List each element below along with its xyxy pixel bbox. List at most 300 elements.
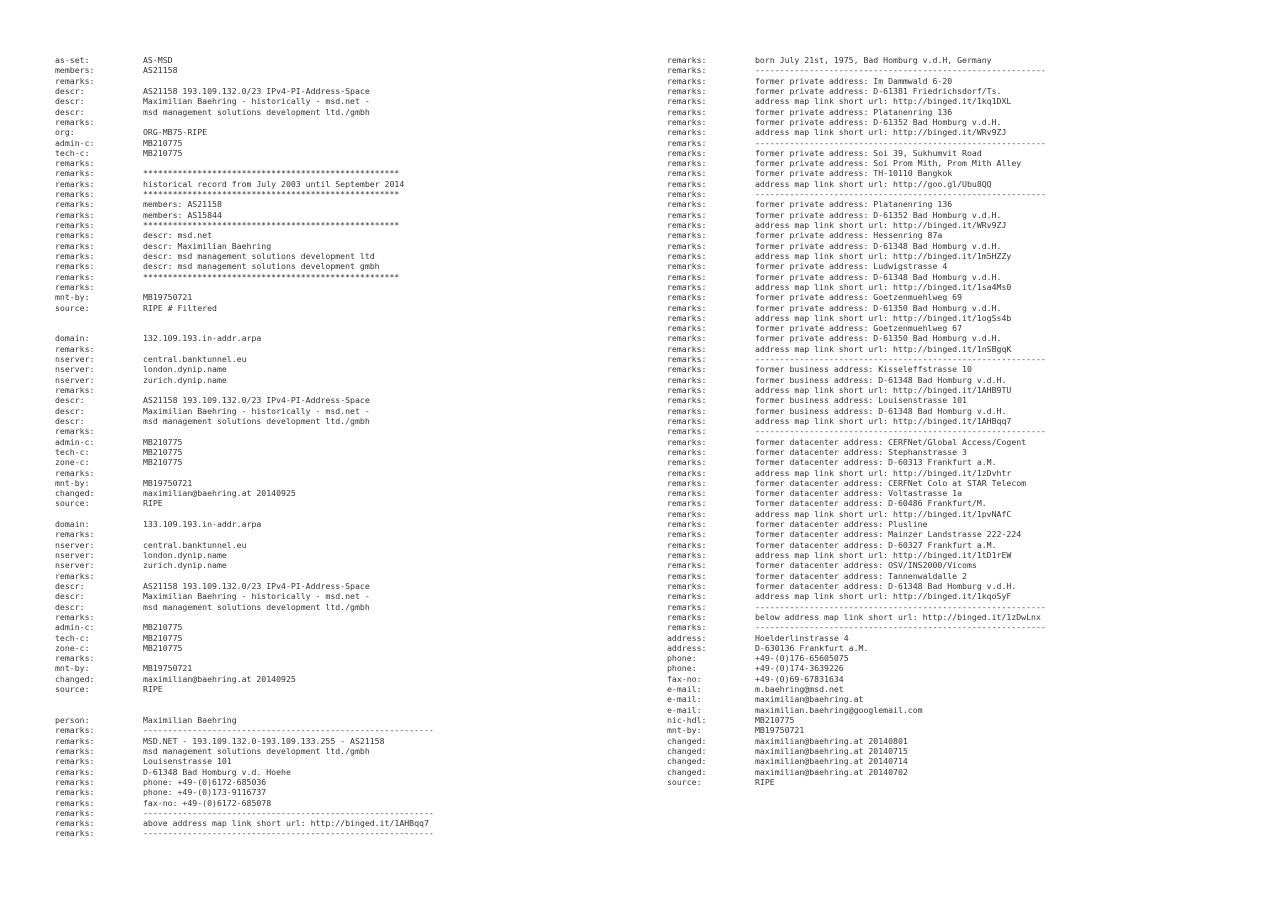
field-key: remarks: [667, 508, 707, 519]
field-key: remarks: [667, 96, 707, 107]
field-key: remarks: [55, 776, 95, 787]
field-key: mnt-by: [55, 292, 90, 303]
field-value: msd management solutions development ltd./gmbh [143, 415, 370, 426]
field-key: remarks: [55, 725, 95, 736]
field-key: remarks: [667, 292, 707, 303]
record-line [55, 612, 615, 622]
record-line [667, 179, 1267, 189]
field-value: MB210775 [143, 622, 183, 633]
field-value: address map link short url: http://binged.it/1kq1DXL [755, 96, 1012, 107]
field-key: zone-c: [55, 642, 90, 653]
left-column [55, 55, 615, 839]
record-line [55, 375, 615, 385]
field-value: members: AS15844 [143, 209, 222, 220]
field-value: former datacenter address: Mainzer Landstrasse 222-224 [755, 529, 1022, 540]
record-line [667, 529, 1267, 539]
field-value: MB210775 [143, 457, 183, 468]
field-key: e-mail: [667, 694, 702, 705]
field-key: mnt-by: [55, 663, 90, 674]
record-line [55, 468, 615, 478]
record-line [667, 756, 1267, 766]
field-value: 132.109.193.in-addr.arpa [143, 333, 262, 344]
field-value: descr: msd management solutions development gmbh [143, 261, 380, 272]
record-line [667, 189, 1267, 199]
field-key: domain: [55, 333, 90, 344]
record-line [667, 96, 1267, 106]
field-value: msd management solutions development ltd./gmbh [143, 745, 370, 756]
field-key: phone: [667, 663, 697, 674]
field-value: 133.109.193.in-addr.arpa [143, 519, 262, 530]
field-key: changed: [667, 766, 707, 777]
field-value: **************************************************** [143, 168, 400, 179]
record-line [667, 323, 1267, 333]
field-key: nserver: [55, 354, 95, 365]
field-key: remarks: [667, 405, 707, 416]
record-line [667, 86, 1267, 96]
field-value: MB210775 [143, 642, 183, 653]
field-value: former private address: D-61350 Bad Homburg v.d.H. [755, 302, 1002, 313]
field-value: MB210775 [755, 715, 795, 725]
right-column [667, 55, 1267, 787]
field-value: descr: Maximilian Baehring [143, 240, 272, 251]
field-value: AS21158 [143, 65, 178, 76]
field-key: tech-c: [55, 147, 90, 158]
record-line [667, 653, 1267, 663]
field-value: former private address: TH-10110 Bangkok [755, 168, 953, 179]
record-line [55, 189, 615, 199]
field-key: e-mail: [667, 684, 702, 695]
record-line [667, 107, 1267, 117]
field-key: address: [667, 632, 707, 643]
record-line [55, 540, 615, 550]
field-key: remarks: [55, 807, 95, 818]
record-line [667, 138, 1267, 148]
field-key: remarks: [55, 426, 95, 437]
record-line [55, 550, 615, 560]
record-line [55, 323, 615, 333]
field-key: address: [667, 642, 707, 653]
field-key: descr: [55, 580, 85, 591]
record-line [667, 674, 1267, 684]
record-line [55, 272, 615, 282]
record-line [667, 220, 1267, 230]
field-value: address map link short url: http://binged.it/1sa4Ms0 [755, 281, 1012, 292]
field-value: ----------------------------------------------------------- [755, 65, 1046, 76]
field-key: domain: [55, 519, 90, 530]
field-key: remarks: [667, 436, 707, 447]
field-key: remarks: [667, 457, 707, 468]
field-value: phone: +49-(0)173-9116737 [143, 787, 267, 798]
record-line [55, 787, 615, 797]
record-line [667, 581, 1267, 591]
field-key: remarks: [667, 271, 707, 282]
field-key: remarks: [667, 199, 707, 210]
field-key: remarks: [55, 343, 95, 354]
field-value: Maximilian Baehring - historically - msd.net - [143, 405, 370, 416]
field-value: ORG-MB75-RIPE [143, 127, 208, 138]
record-line [55, 148, 615, 158]
field-key: descr: [55, 415, 85, 426]
field-value: address map link short url: http://binged.it/1zDvhtr [755, 467, 1012, 478]
field-value: maximilian@baehring.at 20140925 [143, 488, 296, 499]
field-key: descr: [55, 395, 85, 406]
field-value: maximilian@baehring.at 20140715 [755, 745, 908, 756]
record-line [55, 581, 615, 591]
field-value: maximilian@baehring.at 20140801 [755, 735, 908, 746]
record-line [667, 663, 1267, 673]
field-key: remarks: [667, 498, 707, 509]
record-line [667, 622, 1267, 632]
field-value: +49-(0)69-67831634 [755, 673, 844, 684]
field-key [55, 705, 143, 715]
record-line [667, 55, 1267, 65]
record-line [667, 447, 1267, 457]
record-line [667, 767, 1267, 777]
field-key: remarks: [667, 147, 707, 158]
field-key: remarks: [667, 189, 707, 200]
field-value: m.baehring@msd.net [755, 684, 844, 695]
field-key: nserver: [55, 364, 95, 375]
record-line [55, 457, 615, 467]
field-key: admin-c: [55, 622, 95, 633]
record-line [55, 364, 615, 374]
record-line [55, 220, 615, 230]
field-key: remarks: [55, 240, 95, 251]
field-value: former business address: Louisenstrasse 101 [755, 395, 967, 406]
record-line [55, 519, 615, 529]
field-value: former private address: Hessenring 87a [755, 230, 943, 241]
field-key: remarks: [667, 374, 707, 385]
field-value [143, 529, 615, 539]
field-value: Maximilian Baehring - historically - msd.net - [143, 96, 370, 107]
record-line [55, 622, 615, 632]
field-value [143, 468, 615, 478]
field-key: remarks: [55, 178, 95, 189]
field-value [143, 344, 615, 354]
record-line [55, 602, 615, 612]
field-value: D-630136 Frankfurt a.M. [755, 642, 869, 653]
record-line [55, 694, 615, 704]
field-key: remarks: [55, 199, 95, 210]
field-value: address map link short url: http://binged.it/WRv9ZJ [755, 127, 1007, 138]
field-key: remarks: [667, 65, 707, 76]
record-line [667, 519, 1267, 529]
field-key: phone: [667, 653, 697, 664]
record-line [667, 488, 1267, 498]
field-value: **************************************************** [143, 220, 400, 230]
field-key: descr: [55, 85, 85, 96]
field-value [143, 612, 615, 622]
field-value: msd management solutions development ltd./gmbh [143, 106, 370, 117]
field-value: former private address: D-61348 Bad Homburg v.d.H. [755, 240, 1002, 251]
record-line [55, 560, 615, 570]
record-line [667, 736, 1267, 746]
record-line [55, 55, 615, 65]
field-value: london.dynip.name [143, 550, 227, 560]
field-value: address map link short url: http://binged.it/1m5HZZy [755, 250, 1012, 261]
record-line [55, 509, 615, 519]
field-value [143, 426, 615, 436]
field-key: remarks: [667, 158, 707, 169]
field-value: former datacenter address: Stephanstrasse 3 [755, 446, 967, 457]
field-key: remarks: [55, 189, 95, 200]
field-key: remarks: [667, 622, 707, 633]
field-value [143, 117, 615, 127]
record-line [55, 777, 615, 787]
field-key: remarks: [667, 281, 707, 292]
record-line [55, 333, 615, 343]
field-value: former datacenter address: D-60486 Frankfurt/M. [755, 498, 987, 509]
field-key: org: [55, 127, 75, 138]
field-value: MB19750721 [143, 477, 193, 488]
record-line [667, 684, 1267, 694]
field-value: former private address: Platanenring 136 [755, 106, 953, 117]
record-line [55, 261, 615, 271]
field-value [143, 694, 615, 704]
field-key: remarks: [55, 611, 95, 622]
field-key: remarks: [667, 477, 707, 488]
record-line [667, 272, 1267, 282]
field-key: remarks: [55, 570, 95, 581]
field-value: phone: +49-(0)6172-685036 [143, 776, 267, 787]
record-line [55, 168, 615, 178]
field-value: address map link short url: http://binged.it/1AHBqq7 [755, 415, 1012, 426]
record-line [55, 715, 615, 725]
record-line [55, 736, 615, 746]
record-line [667, 591, 1267, 601]
field-key: remarks: [667, 116, 707, 127]
field-key [55, 509, 143, 519]
record-line [667, 127, 1267, 137]
field-value [143, 158, 615, 168]
field-value: london.dynip.name [143, 364, 227, 375]
field-value: RIPE [143, 684, 163, 695]
field-value: former datacenter address: CERFNet Colo at STAR Telecom [755, 477, 1027, 488]
field-key: remarks: [667, 55, 707, 65]
field-key: remarks: [55, 230, 95, 241]
field-key: remarks: [667, 364, 707, 375]
field-key: remarks: [55, 261, 95, 272]
field-value: zurich.dynip.name [143, 560, 227, 571]
record-line [55, 571, 615, 581]
field-key: as-set: [55, 55, 90, 65]
record-line [55, 86, 615, 96]
field-value: above address map link short url: http://binged.it/1AHBqq7 [143, 818, 429, 829]
field-key: nserver: [55, 374, 95, 385]
field-key: remarks: [667, 550, 707, 560]
field-key: remarks: [55, 168, 95, 179]
field-value: RIPE # Filtered [143, 302, 217, 313]
field-key: remarks: [55, 158, 95, 169]
field-value: ----------------------------------------------------------- [755, 622, 1046, 633]
record-line [667, 705, 1267, 715]
record-line [667, 158, 1267, 168]
field-value: address map link short url: http://binged.it/WRv9ZJ [755, 220, 1007, 230]
field-key: remarks: [55, 220, 95, 230]
field-key: tech-c: [55, 446, 90, 457]
field-key: remarks: [55, 797, 95, 808]
field-key: remarks: [667, 333, 707, 344]
field-value: ----------------------------------------------------------- [755, 189, 1046, 200]
field-key: remarks: [667, 230, 707, 241]
record-line [667, 261, 1267, 271]
field-key: remarks: [55, 787, 95, 798]
record-line [667, 199, 1267, 209]
record-line [55, 230, 615, 240]
record-line [55, 282, 615, 292]
field-key: remarks: [667, 250, 707, 261]
field-key: fax-no: [667, 673, 702, 684]
field-key: zone-c: [55, 457, 90, 468]
field-value: ----------------------------------------------------------- [755, 137, 1046, 148]
field-key: remarks: [55, 209, 95, 220]
field-value: former private address: D-61350 Bad Homburg v.d.H. [755, 333, 1002, 344]
field-key: remarks: [667, 446, 707, 457]
record-line [667, 168, 1267, 178]
field-key: remarks: [667, 467, 707, 478]
record-line [667, 65, 1267, 75]
record-line [55, 746, 615, 756]
field-key: remarks: [55, 75, 95, 86]
field-key: remarks: [667, 591, 707, 602]
record-line [55, 406, 615, 416]
field-key: source: [55, 498, 90, 509]
field-value: +49-(0)176-65605075 [755, 653, 849, 664]
field-value: former private address: D-61352 Bad Homburg v.d.H. [755, 209, 1002, 220]
record-line [667, 117, 1267, 127]
field-value: Maximilian Baehring - historically - msd.net - [143, 591, 370, 602]
record-line [667, 426, 1267, 436]
field-value: ----------------------------------------------------------- [143, 807, 434, 818]
field-key: remarks: [667, 580, 707, 591]
field-value: msd management solutions development ltd./gmbh [143, 601, 370, 612]
field-value: former business address: D-61348 Bad Homburg v.d.H. [755, 374, 1007, 385]
field-key: remarks: [667, 302, 707, 313]
field-value: Louisenstrasse 101 [143, 756, 232, 767]
field-value: fax-no: +49-(0)6172-685078 [143, 797, 272, 808]
field-value: address map link short url: http://binged.it/1ogSs4b [755, 312, 1012, 323]
field-value [143, 571, 615, 581]
field-value [143, 385, 615, 395]
field-value: MB210775 [143, 436, 183, 447]
field-key: remarks: [55, 467, 95, 478]
field-value: ----------------------------------------------------------- [143, 828, 434, 839]
field-key: e-mail: [667, 704, 702, 715]
field-value: MB210775 [143, 137, 183, 148]
record-line [667, 313, 1267, 323]
field-value: former private address: D-61381 Friedrichsdorf/Ts. [755, 85, 1002, 96]
field-key: descr: [55, 591, 85, 602]
field-value: former datacenter address: D-60313 Frankfurt a.M. [755, 457, 997, 468]
field-value: +49-(0)174-3639226 [755, 663, 844, 674]
field-value: former private address: Goetzenmuehlweg 67 [755, 323, 963, 334]
field-value [143, 653, 615, 663]
field-key: admin-c: [55, 137, 95, 148]
field-value: ----------------------------------------------------------- [755, 426, 1046, 437]
field-value: former datacenter address: Tannenwaldalle 2 [755, 570, 967, 581]
record-line [55, 241, 615, 251]
record-line [55, 705, 615, 715]
field-key: changed: [667, 756, 707, 767]
record-line [667, 457, 1267, 467]
field-value: MB210775 [143, 632, 183, 643]
record-line [55, 354, 615, 364]
record-line [55, 426, 615, 436]
field-key: descr: [55, 106, 85, 117]
field-key: remarks: [667, 519, 707, 530]
record-line [667, 643, 1267, 653]
field-key: person: [55, 715, 90, 725]
field-key: remarks: [55, 385, 95, 395]
field-key: remarks: [667, 85, 707, 96]
record-line [667, 725, 1267, 735]
record-line [55, 292, 615, 302]
field-key: mnt-by: [667, 725, 702, 736]
record-line [55, 684, 615, 694]
record-line [55, 437, 615, 447]
field-key: source: [55, 684, 90, 695]
record-line [667, 395, 1267, 405]
field-key: mnt-by: [55, 477, 90, 488]
record-line [55, 344, 615, 354]
record-line [55, 498, 615, 508]
field-value: former datacenter address: D-60327 Frankfurt a.M. [755, 539, 997, 550]
field-value: former datacenter address: Plusline [755, 519, 928, 530]
record-line [55, 107, 615, 117]
field-value: maximilian@baehring.at 20140925 [143, 673, 296, 684]
field-value: former private address: Im Dammwald 6-20 [755, 75, 953, 86]
field-value: address map link short url: http://goo.gl/Ubu8QQ [755, 178, 992, 189]
record-line [55, 303, 615, 313]
field-key: remarks: [667, 137, 707, 148]
record-line [667, 406, 1267, 416]
field-value: born July 21st, 1975, Bad Homburg v.d.H, Germany [755, 55, 992, 65]
field-value: MB210775 [143, 147, 183, 158]
field-value: former private address: D-61352 Bad Homburg v.d.H. [755, 116, 1002, 127]
record-line [55, 808, 615, 818]
record-line [667, 540, 1267, 550]
field-key: remarks: [55, 745, 95, 756]
record-line [55, 138, 615, 148]
field-value: Hoelderlinstrasse 4 [755, 632, 849, 643]
record-line [667, 694, 1267, 704]
field-value: **************************************************** [143, 271, 400, 282]
field-value: AS21158 193.109.132.0/23 IPv4-PI-Address-Space [143, 85, 370, 96]
record-line [55, 818, 615, 828]
field-value: address map link short url: http://binged.it/1nSBgqK [755, 343, 1012, 354]
record-line [55, 488, 615, 498]
field-value: MB19750721 [143, 663, 193, 674]
field-value: former business address: Kisseleffstrasse 10 [755, 364, 972, 375]
field-key: remarks: [667, 539, 707, 550]
field-key: remarks: [667, 168, 707, 179]
record-line [55, 756, 615, 766]
field-key: descr: [55, 405, 85, 416]
record-line [55, 210, 615, 220]
record-line [667, 148, 1267, 158]
record-line [667, 344, 1267, 354]
field-value: RIPE [755, 776, 775, 787]
field-value: **************************************************** [143, 189, 400, 200]
field-value: address map link short url: http://binged.it/1kqoSyF [755, 591, 1012, 602]
record-line [55, 633, 615, 643]
field-key: remarks: [55, 281, 95, 292]
field-key: changed: [667, 745, 707, 756]
record-line [667, 333, 1267, 343]
field-key: source: [667, 776, 702, 787]
field-value: Maximilian Baehring [143, 715, 237, 725]
record-line [55, 447, 615, 457]
